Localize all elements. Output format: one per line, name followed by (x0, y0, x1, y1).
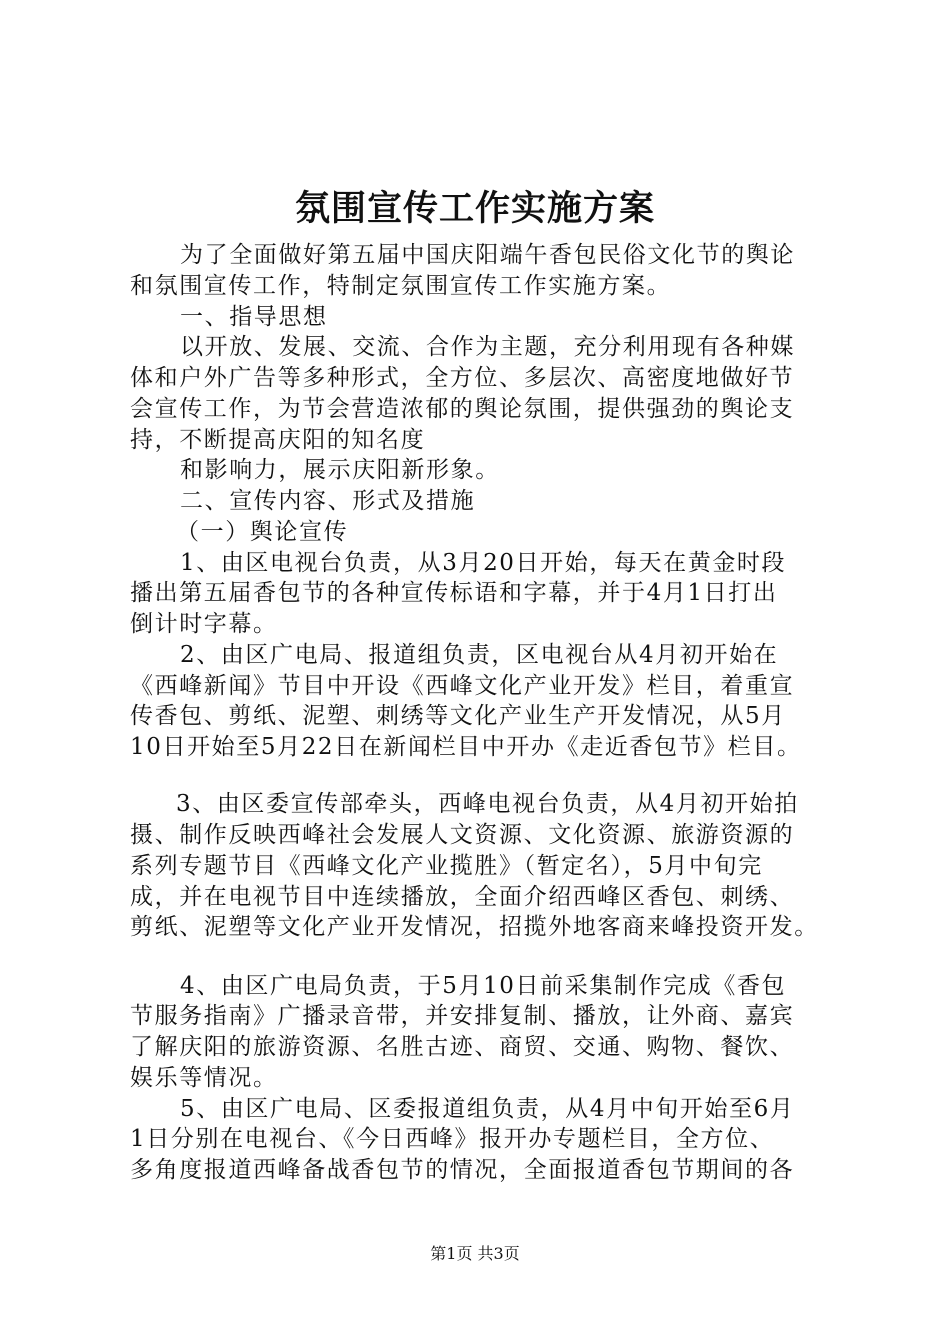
paragraph-line: 摄、制作反映西峰社会发展人文资源、文化资源、旅游资源的 (130, 822, 795, 848)
paragraph-line: 1、由区电视台负责，从3月20日开始，每天在黄金时段 (180, 550, 787, 576)
paragraph-line: 1日分别在电视台、《今日西峰》报开办专题栏目，全方位、 (130, 1126, 775, 1152)
paragraph-line: 《西峰新闻》节目中开设《西峰文化产业开发》栏目，着重宣 (130, 673, 795, 699)
paragraph-line: 体和户外广告等多种形式，全方位、多层次、高密度地做好节 (130, 365, 795, 391)
paragraph-line: 为了全面做好第五届中国庆阳端午香包民俗文化节的舆论 (180, 242, 795, 268)
paragraph-line: 倒计时字幕。 (130, 611, 278, 637)
paragraph-line: 多角度报道西峰备战香包节的情况，全面报道香包节期间的各 (130, 1157, 795, 1183)
section-heading: 一、指导思想 (180, 304, 328, 330)
paragraph-line: 会宣传工作，为节会营造浓郁的舆论氛围，提供强劲的舆论支 (130, 396, 795, 422)
paragraph-line: 4、由区广电局负责，于5月10日前采集制作完成《香包 (180, 973, 787, 999)
paragraph-line: 娱乐等情况。 (130, 1065, 278, 1091)
paragraph-line: 和影响力，展示庆阳新形象。 (180, 457, 500, 483)
paragraph-line: 传香包、剪纸、泥塑、刺绣等文化产业生产开发情况，从5月 (130, 703, 786, 729)
paragraph-line: 播出第五届香包节的各种宣传标语和字幕，并于4月1日打出 (130, 580, 778, 606)
paragraph-line: 节服务指南》广播录音带，并安排复制、播放，让外商、嘉宾 (130, 1003, 795, 1029)
paragraph-line: 持，不断提高庆阳的知名度 (130, 427, 426, 453)
page-number-footer: 第1页 共3页 (430, 1244, 520, 1263)
document-title: 氛围宣传工作实施方案 (294, 188, 655, 229)
paragraph-line: 3、由区委宣传部牵头，西峰电视台负责，从4月初开始拍 (176, 791, 799, 817)
paragraph-line: 剪纸、泥塑等文化产业开发情况，招揽外地客商来峰投资开发。 (130, 914, 819, 940)
paragraph-line: 和氛围宣传工作，特制定氛围宣传工作实施方案。 (130, 273, 672, 299)
paragraph-line: 以开放、发展、交流、合作为主题，充分利用现有各种媒 (180, 334, 795, 360)
paragraph-line: 2、由区广电局、报道组负责，区电视台从4月初开始在 (180, 642, 779, 668)
paragraph-line: 系列专题节目《西峰文化产业揽胜》（暂定名），5月中旬完 (130, 853, 763, 879)
paragraph-line: 了解庆阳的旅游资源、名胜古迹、商贸、交通、购物、餐饮、 (130, 1034, 795, 1060)
paragraph-line: 5、由区广电局、区委报道组负责，从4月中旬开始至6月 (180, 1096, 795, 1122)
paragraph-line: 10日开始至5月22日在新闻栏目中开办《走近香包节》栏目。 (130, 734, 802, 760)
paragraph-line: 成，并在电视节目中连续播放，全面介绍西峰区香包、刺绣、 (130, 884, 795, 910)
section-heading: 二、宣传内容、形式及措施 (180, 488, 476, 514)
subsection-heading: （一）舆论宣传 (176, 519, 349, 545)
